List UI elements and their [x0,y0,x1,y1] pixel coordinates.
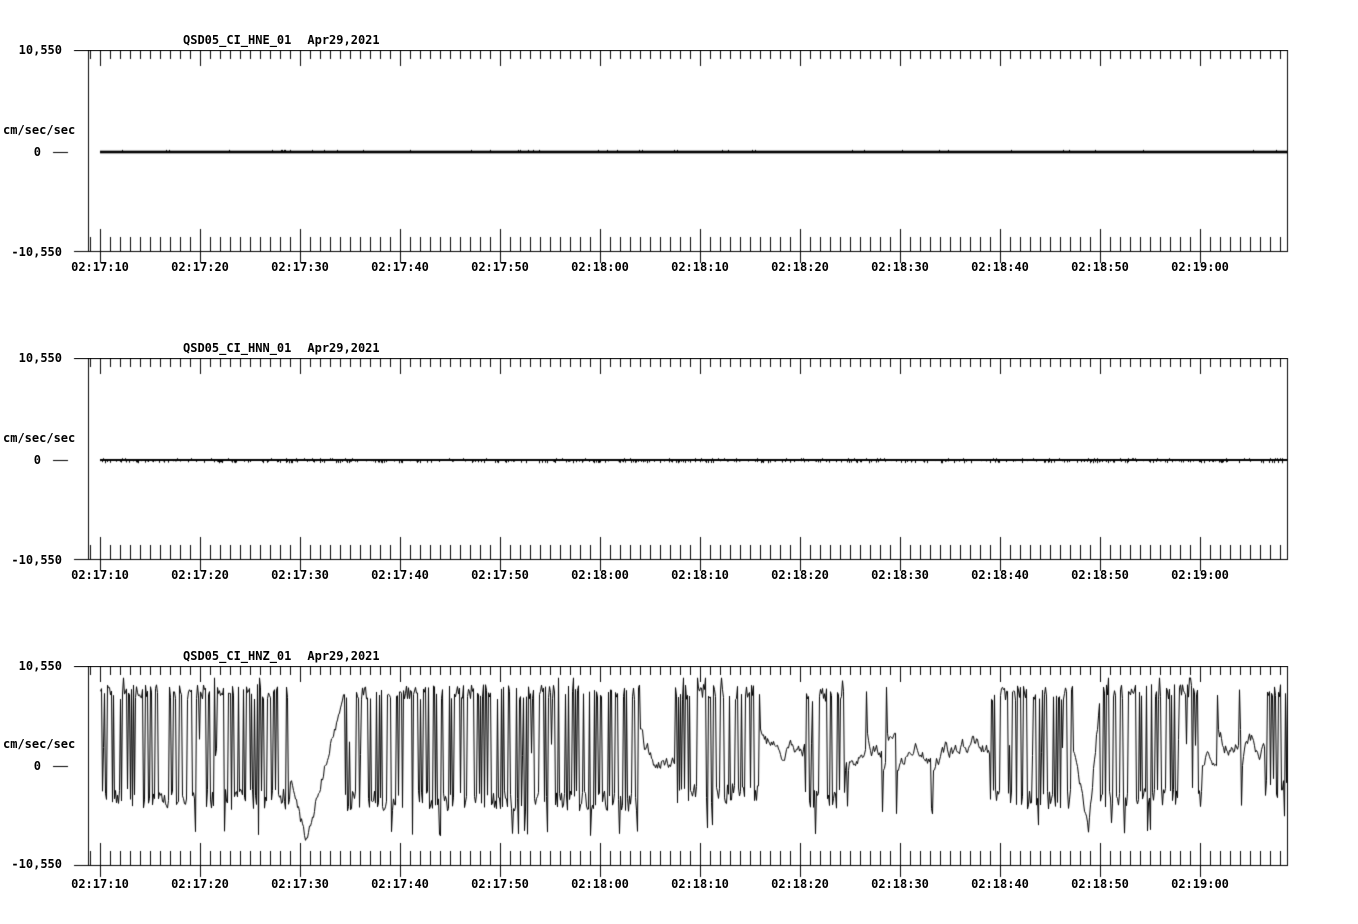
x-tick-label: 02:17:50 [471,877,529,891]
x-tick-label: 02:17:10 [71,260,129,274]
x-tick-label: 02:18:50 [1071,568,1129,582]
x-tick-label: 02:17:30 [271,877,329,891]
x-tick-label: 02:18:50 [1071,877,1129,891]
hnz-waveform-canvas [0,666,1358,880]
chart-title-date: Apr29,2021 [307,33,380,47]
x-tick-label: 02:18:40 [971,568,1029,582]
x-tick-label: 02:17:40 [371,260,429,274]
hnn-waveform-canvas [0,358,1358,574]
x-tick-label: 02:18:30 [871,877,929,891]
x-tick-label: 02:18:50 [1071,260,1129,274]
x-tick-label: 02:17:50 [471,568,529,582]
x-tick-label: 02:18:30 [871,260,929,274]
chart-title-date: Apr29,2021 [307,649,380,663]
x-tick-label: 02:18:00 [571,568,629,582]
x-tick-label: 02:18:30 [871,568,929,582]
chart-title-station: QSD05_CI_HNN_01 [183,341,292,355]
x-tick-label: 02:18:00 [571,877,629,891]
x-tick-label: 02:17:40 [371,877,429,891]
chart-title-station: QSD05_CI_HNE_01 [183,33,292,47]
chart-title [183,341,380,355]
x-tick-label: 02:17:50 [471,260,529,274]
hne-waveform-canvas [0,50,1358,266]
x-tick-label: 02:17:20 [171,260,229,274]
x-tick-label: 02:18:10 [671,877,729,891]
x-tick-label: 02:18:10 [671,568,729,582]
x-tick-label: 02:19:00 [1171,877,1229,891]
x-tick-label: 02:17:40 [371,568,429,582]
x-tick-label: 02:17:20 [171,568,229,582]
x-tick-label: 02:18:40 [971,877,1029,891]
x-tick-label: 02:19:00 [1171,260,1229,274]
x-tick-label: 02:18:20 [771,568,829,582]
x-tick-label: 02:17:20 [171,877,229,891]
chart-title-date: Apr29,2021 [307,341,380,355]
x-tick-label: 02:17:10 [71,877,129,891]
x-tick-label: 02:17:30 [271,568,329,582]
x-tick-label: 02:17:10 [71,568,129,582]
x-tick-label: 02:19:00 [1171,568,1229,582]
x-tick-label: 02:18:20 [771,877,829,891]
x-tick-label: 02:18:00 [571,260,629,274]
x-tick-label: 02:17:30 [271,260,329,274]
x-tick-label: 02:18:40 [971,260,1029,274]
chart-title [183,33,380,47]
chart-title-station: QSD05_CI_HNZ_01 [183,649,292,663]
x-tick-label: 02:18:10 [671,260,729,274]
x-tick-label: 02:18:20 [771,260,829,274]
chart-title [183,649,380,663]
